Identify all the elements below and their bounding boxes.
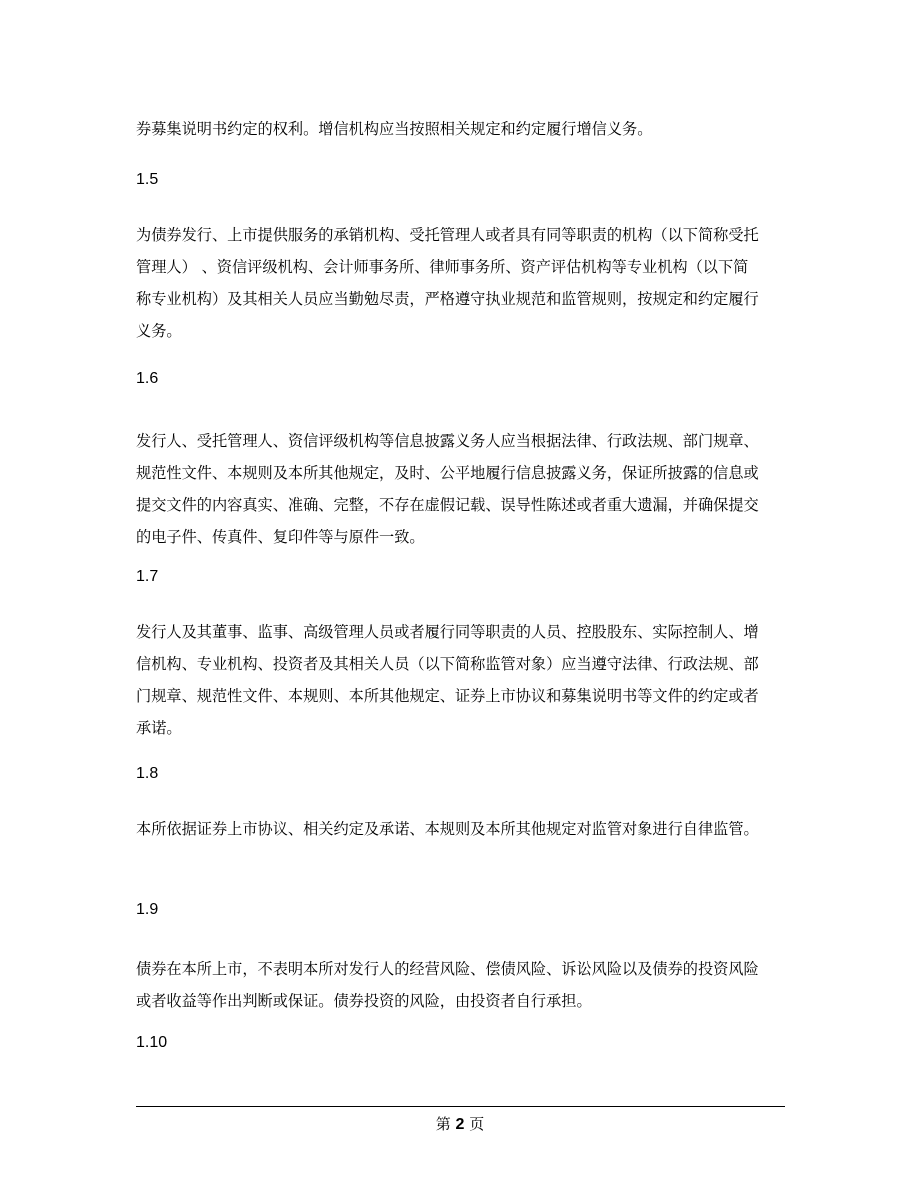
paragraph-continuation: 券募集说明书约定的权利。增信机构应当按照相关规定和约定履行增信义务。 [136,120,653,138]
paragraph-1-7: 发行人及其董事、监事、高级管理人员或者履行同等职责的人员、控股股东、实际控制人、增信机构、专业机构、投资者及其相关人员（以下简称监管对象）应当遵守法律、行政法规、部门规章、规范性文件、本规则、本所其他规定、证券上市协议和募集说明书等文件的约定或者承诺。 [136,623,759,737]
footer-suffix: 页 [469,1115,485,1133]
paragraph-1-6: 发行人、受托管理人、资信评级机构等信息披露义务人应当根据法律、行政法规、部门规章、规范性文件、本规则及本所其他规定，及时、公平地履行信息披露义务，保证所披露的信息或提交文件的内容真实、准确、完整，不存在虚假记载、误导性陈述或者重大遗漏，并确保提交的电子件、传真件、复印件等与原件一致。 [136,432,759,546]
section-number-1-7: 1.7 [136,568,159,585]
section-number-1-5: 1.5 [136,171,159,188]
section-number-1-9: 1.9 [136,901,159,918]
paragraph-1-5: 为债券发行、上市提供服务的承销机构、受托管理人或者具有同等职责的机构（以下简称受托管理人） 、资信评级机构、会计师事务所、律师事务所、资产评估机构等专业机构（以下简称专业机构）及其相关人员应当勤勉尽责，严格遵守执业规范和监管规则，按规定和约定履行义务。 [136,226,759,340]
footer-divider [136,1106,785,1107]
paragraph-1-8: 本所依据证券上市协议、相关约定及承诺、本规则及本所其他规定对监管对象进行自律监管。 [136,820,759,838]
page-number: 2 [455,1116,465,1133]
paragraph-1-9: 债券在本所上市，不表明本所对发行人的经营风险、偿债风险、诉讼风险以及债券的投资风险或者收益等作出判断或保证。债券投资的风险，由投资者自行承担。 [136,960,759,1010]
footer-prefix: 第 [435,1115,451,1133]
page-footer [0,1114,920,1135]
section-number-1-6: 1.6 [136,370,159,387]
section-number-1-10: 1.10 [136,1034,168,1051]
section-number-1-8: 1.8 [136,765,159,782]
